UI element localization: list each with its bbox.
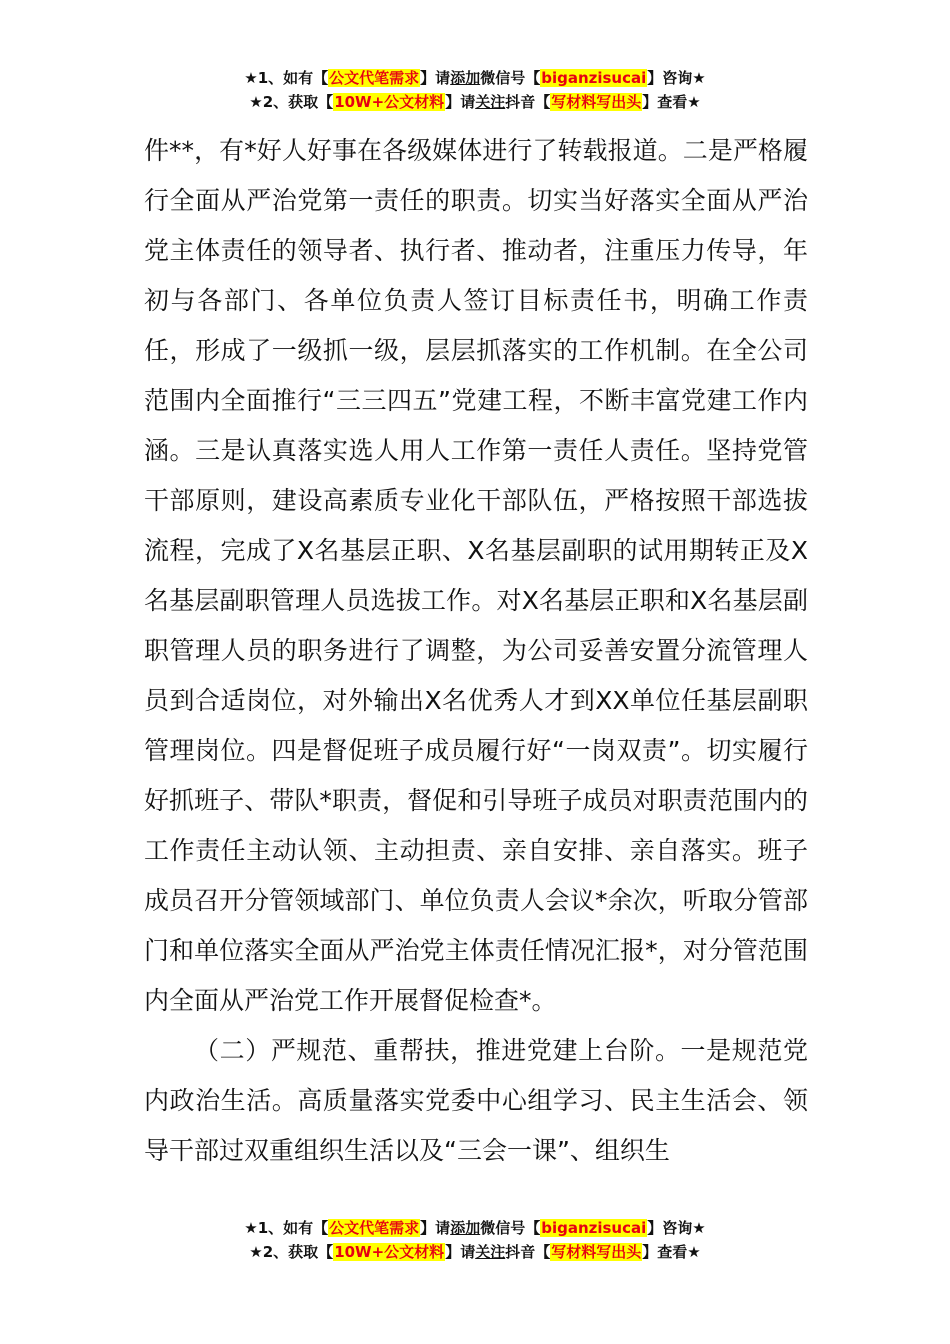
banner-text: 】查看★: [642, 93, 701, 111]
banner-line-1: [0, 1216, 950, 1240]
banner-emphasis: 添加: [450, 69, 481, 87]
banner-text: ★1、如有【: [244, 1219, 329, 1237]
banner-text: 】请: [420, 69, 451, 87]
highlight-tag: 公文代笔需求: [329, 1219, 420, 1237]
banner-line-2: [0, 90, 950, 114]
footer-banner: [0, 1216, 950, 1264]
banner-text: 】查看★: [642, 1243, 701, 1261]
paragraph: （二）严规范、重帮扶，推进党建上台阶。一是规范党内政治生活。高质量落实党委中心组学习、民主生活会、领导干部过双重组织生活以及“三会一课”、组织生: [144, 1036, 808, 1165]
wechat-id: biganzisucai: [541, 69, 647, 87]
banner-text: 】咨询★: [647, 1219, 706, 1237]
banner-emphasis: 关注: [475, 93, 506, 111]
banner-text: 】请: [420, 1219, 451, 1237]
banner-line-2: [0, 1240, 950, 1264]
banner-text: 抖音【: [505, 93, 551, 111]
banner-emphasis: 关注: [475, 1243, 506, 1261]
banner-text: 】请: [445, 93, 476, 111]
banner-line-1: [0, 66, 950, 90]
highlight-tag: 10W+公文材料: [334, 1243, 445, 1261]
highlight-tag: 公文代笔需求: [329, 69, 420, 87]
banner-text: ★2、获取【: [249, 93, 334, 111]
banner-text: 微信号【: [480, 1219, 541, 1237]
paragraph: 件**，有*好人好事在各级媒体进行了转载报道。二是严格履行全面从严治党第一责任的职责。切实当好落实全面从严治党主体责任的领导者、执行者、推动者，注重压力传导，年初与各部门、各单位负责人签订目标责任书，明确工作责任，形成了一级抓一级，层层抓落实的工作机制。在全公司范围内全面推行“三三四五”党建工程，不断丰富党建工作内涵。三是认真落实选人用人工作第一责任人责任。坚持党管干部原则，建设高素质专业化干部队伍，严格按照干部选拔流程，完成了X名基层正职、X名基层副职的试用期转正及X名基层副职管理人员选拔工作。对X名基层正职和X名基层副职管理人员的职务进行了调整，为公司妥善安置分流管理人员到合适岗位，对外输出X名优秀人才到XX单位任基层副职管理岗位。四是督促班子成员履行好“一岗双责”。切实履行好抓班子、带队*职责，督促和引导班子成员对职责范围内的工作责任主动认领、主动担责、亲自安排、亲自落实。班子成员召开分管领域部门、单位负责人会议*余次，听取分管部门和单位落实全面从严治党主体责任情况汇报*，对分管范围内全面从严治党工作开展督促检查*。: [144, 136, 808, 1015]
banner-text: 抖音【: [505, 1243, 551, 1261]
douyin-account: 写材料写出头: [551, 1243, 642, 1261]
banner-text: ★1、如有【: [244, 69, 329, 87]
banner-text: 微信号【: [480, 69, 541, 87]
banner-text: ★2、获取【: [249, 1243, 334, 1261]
wechat-id: biganzisucai: [541, 1219, 647, 1237]
banner-emphasis: 添加: [450, 1219, 481, 1237]
douyin-account: 写材料写出头: [551, 93, 642, 111]
highlight-tag: 10W+公文材料: [334, 93, 445, 111]
document-body: [144, 126, 808, 1176]
banner-text: 】请: [445, 1243, 476, 1261]
banner-text: 】咨询★: [647, 69, 706, 87]
header-banner: [0, 66, 950, 114]
